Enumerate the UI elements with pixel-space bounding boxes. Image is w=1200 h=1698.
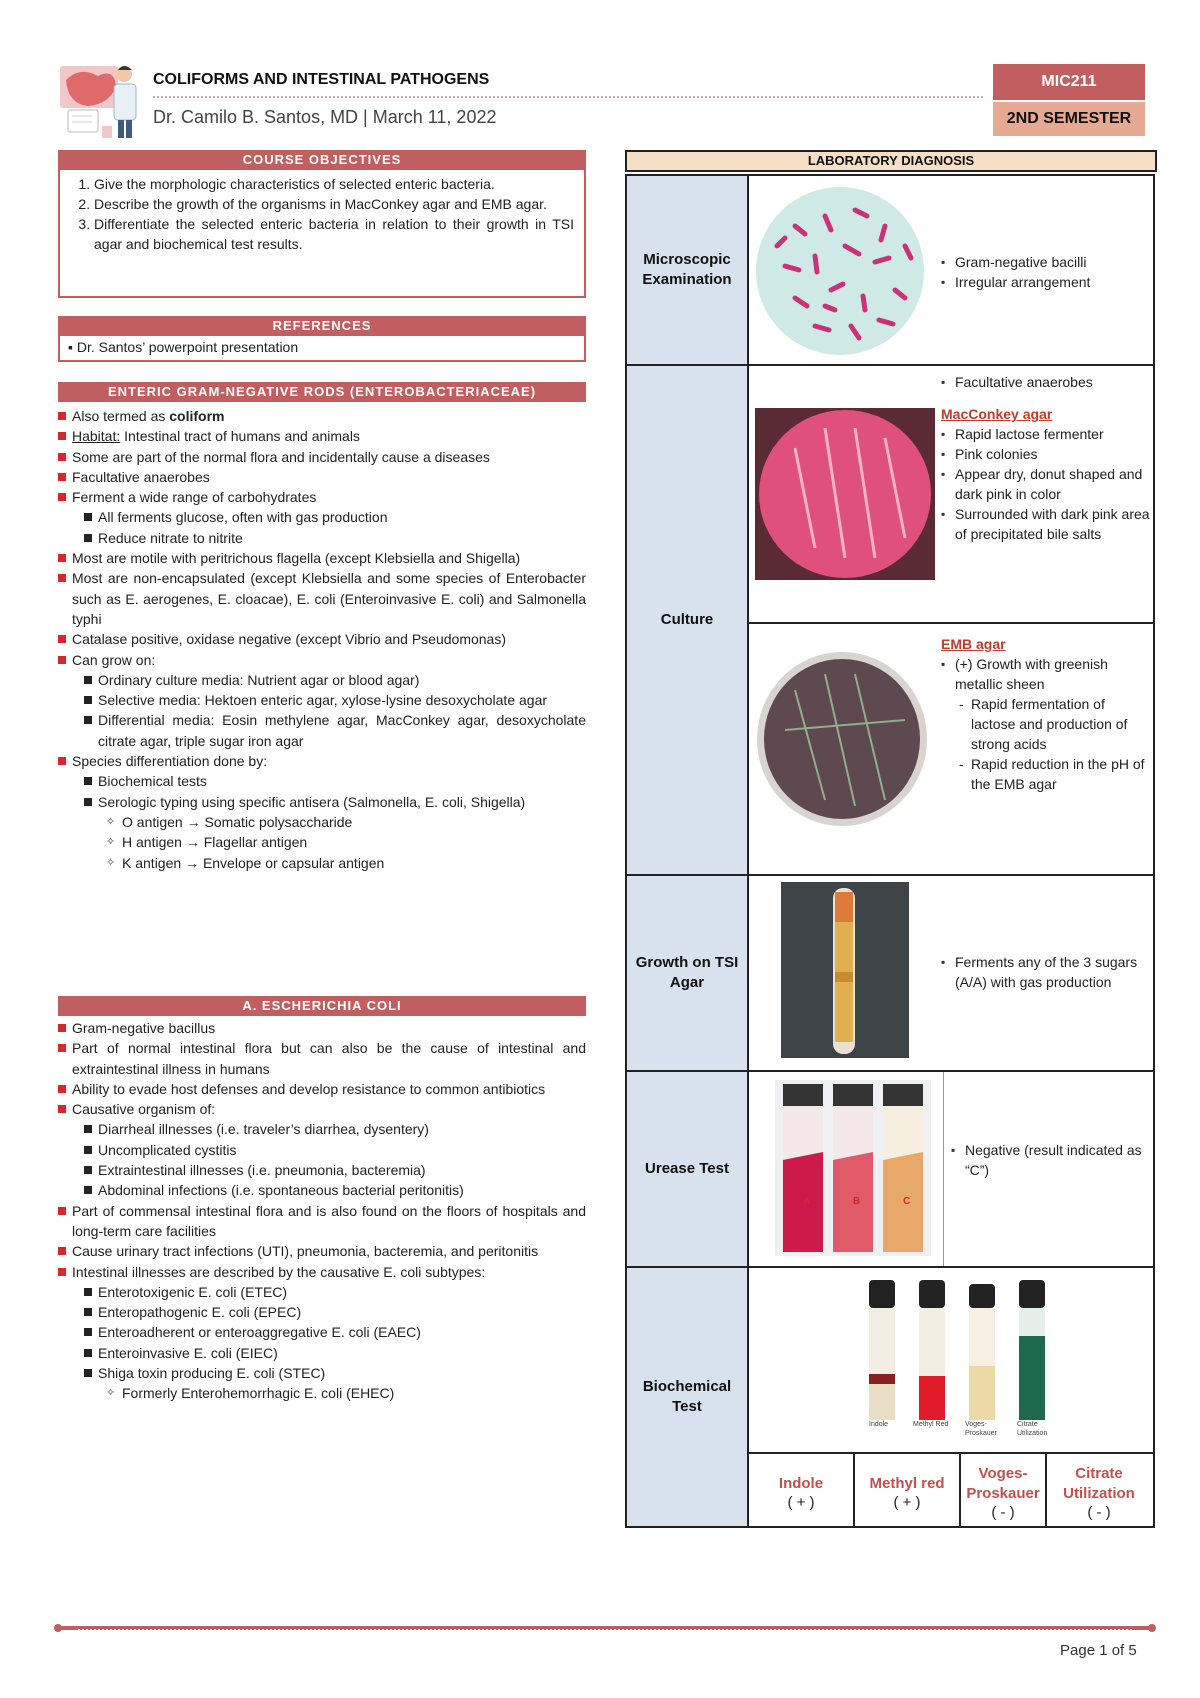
- result-methyl-red: [855, 1454, 959, 1530]
- emb-findings: [941, 634, 1151, 794]
- reference-item: ▪ Dr. Santos’ powerpoint presentation: [68, 339, 299, 355]
- list-item: Ferment a wide range of carbohydrates: [58, 487, 586, 507]
- list-item: Most are motile with peritrichous flagella (except Klebsiella and Shigella): [58, 548, 586, 568]
- finding-subitem: - Rapid fermentation of lactose and production of strong acids: [941, 694, 1151, 754]
- row-label-culture: Culture: [627, 366, 749, 874]
- habitat-label: Habitat:: [72, 428, 121, 445]
- enteric-heading: ENTERIC GRAM-NEGATIVE RODS (ENTEROBACTERIACEAE): [58, 382, 586, 402]
- semester-badge: 2ND SEMESTER: [993, 102, 1145, 136]
- sub-list-item: Serologic typing using specific antisera (Salmonella, E. coli, Shigella): [58, 792, 586, 812]
- subtype-note: ✧ Formerly Enterohemorrhagic E. coli (EHEC): [58, 1383, 586, 1403]
- objective-item: 1. Give the morphologic characteristics of selected enteric bacteria.: [94, 174, 574, 194]
- culture-divider: [749, 622, 1153, 624]
- list-item: Can grow on:: [58, 650, 586, 670]
- culture-findings: [941, 372, 1151, 544]
- list-item: Gram-negative bacillus: [58, 1018, 586, 1038]
- result-voges-proskauer: [961, 1454, 1045, 1530]
- sub-list-item: Enteropathogenic E. coli (EPEC): [58, 1302, 586, 1322]
- sub-list-item: Abdominal infections (i.e. spontaneous bacterial peritonitis): [58, 1180, 586, 1200]
- list-item: Intestinal illnesses are described by the causative E. coli subtypes:: [58, 1262, 586, 1282]
- objective-item: 2. Describe the growth of the organisms in MacConkey agar and EMB agar.: [94, 194, 574, 214]
- sub-list-item: Enteroadherent or enteroaggregative E. coli (EAEC): [58, 1322, 586, 1342]
- objectives-heading: COURSE OBJECTIVES: [58, 150, 586, 170]
- ecoli-list: [58, 1018, 586, 1404]
- urease-divider: [943, 1072, 944, 1266]
- result-name: Methyl red: [869, 1474, 945, 1492]
- row-divider: [627, 1070, 1153, 1072]
- finding-item: ▪ Facultative anaerobes: [941, 372, 1151, 392]
- row-label-biochemical: Biochemical Test: [627, 1268, 749, 1526]
- tube-label: A: [803, 1196, 811, 1207]
- sub-list-item: Shiga toxin producing E. coli (STEC): [58, 1363, 586, 1383]
- sub-list-item: All ferments glucose, often with gas production: [58, 507, 586, 527]
- result-value: ( + ): [787, 1493, 815, 1511]
- list-item: Some are part of the normal flora and incidentally cause a diseases: [58, 447, 586, 467]
- sub-list-item: Enterotoxigenic E. coli (ETEC): [58, 1282, 586, 1302]
- result-value: ( - ): [991, 1503, 1015, 1521]
- list-item: Cause urinary tract infections (UTI), pneumonia, bacteremia, and peritonitis: [58, 1241, 586, 1261]
- list-item: Causative organism of:: [58, 1099, 586, 1119]
- biochem-captions: [857, 1420, 1057, 1450]
- gram-stain-micrograph: [755, 186, 925, 356]
- list-item: Species differentiation done by:: [58, 751, 586, 771]
- macconkey-title: MacConkey agar: [941, 406, 1053, 422]
- tube-label: B: [853, 1196, 861, 1207]
- finding-item: ▪ (+) Growth with greenish metallic sheen: [941, 654, 1151, 694]
- result-value: ( - ): [1087, 1503, 1111, 1521]
- result-indole: [749, 1454, 853, 1530]
- emb-title: EMB agar: [941, 636, 1006, 652]
- sub-list-item: Biochemical tests: [58, 771, 586, 791]
- tsi-tube-photo: [781, 882, 909, 1058]
- finding-item: ▪ Gram-negative bacilli: [941, 252, 1149, 272]
- list-item: Part of commensal intestinal flora and is also found on the floors of hospitals and long-term care facilities: [58, 1201, 586, 1242]
- sub-list-item: Ordinary culture media: Nutrient agar or blood agar): [58, 670, 586, 690]
- row-divider: [627, 874, 1153, 876]
- row-divider: [627, 1266, 1153, 1268]
- antigen-item: ✧ H antigen → Flagellar antigen: [58, 832, 586, 852]
- emb-plate-photo: [755, 650, 929, 828]
- sub-list-item: Extraintestinal illnesses (i.e. pneumonia, bacteremia): [58, 1160, 586, 1180]
- sub-list-item: Differential media: Eosin methylene agar, MacConkey agar, desoxycholate citrate agar, triple sugar iron agar: [58, 710, 586, 751]
- header-divider: [153, 96, 983, 98]
- tube-caption: Methyl Red: [913, 1421, 949, 1428]
- tube-caption: Indole: [869, 1421, 889, 1428]
- finding-item: ▪ Irregular arrangement: [941, 272, 1149, 292]
- result-name: Indole: [778, 1474, 824, 1492]
- sub-list-item: Diarrheal illnesses (i.e. traveler’s diarrhea, dysentery): [58, 1119, 586, 1139]
- references-box: [58, 336, 586, 362]
- course-code-badge: MIC211: [993, 64, 1145, 100]
- coliform-term: coliform: [169, 408, 225, 424]
- finding-item: ▪ Ferments any of the 3 sugars (A/A) with gas production: [941, 952, 1151, 992]
- ecoli-heading: A. ESCHERICHIA COLI: [58, 996, 586, 1016]
- finding-subitem: - Rapid reduction in the pH of the EMB agar: [941, 754, 1151, 794]
- sub-list-item: Reduce nitrate to nitrite: [58, 528, 586, 548]
- finding-item: ▪ Pink colonies: [941, 444, 1151, 464]
- document-title: COLIFORMS AND INTESTINAL PATHOGENS: [153, 71, 490, 88]
- tube-caption: Voges-Proskauer: [965, 1421, 997, 1437]
- finding-item: ▪ Appear dry, donut shaped and dark pink in color: [941, 464, 1151, 504]
- footer-divider: [58, 1626, 1152, 1630]
- finding-item: ▪ Negative (result indicated as “C”): [951, 1140, 1151, 1180]
- enteric-list: [58, 406, 586, 873]
- result-value: ( + ): [893, 1493, 921, 1511]
- macconkey-plate-photo: [755, 408, 935, 580]
- tube-label: C: [903, 1196, 911, 1207]
- lab-diagnosis-table: [625, 174, 1155, 1528]
- list-item: Habitat: Intestinal tract of humans and animals: [58, 426, 586, 446]
- result-name: Citrate Utilization: [1063, 1464, 1135, 1502]
- sub-list-item: Uncomplicated cystitis: [58, 1140, 586, 1160]
- sub-list-item: Enteroinvasive E. coli (EIEC): [58, 1343, 586, 1363]
- tube-caption: Citrate Utilization: [1017, 1421, 1048, 1437]
- list-item: Ability to evade host defenses and develop resistance to common antibiotics: [58, 1079, 586, 1099]
- result-name: Voges-Proskauer: [966, 1464, 1040, 1502]
- urease-findings: [951, 1140, 1151, 1180]
- author-line: Dr. Camilo B. Santos, MD | March 11, 2022: [153, 107, 497, 127]
- row-divider: [627, 364, 1153, 366]
- list-item: Part of normal intestinal flora but can also be the cause of intestinal and extraintestinal illness in humans: [58, 1038, 586, 1079]
- microscopy-findings: [941, 252, 1149, 292]
- list-item: Catalase positive, oxidase negative (except Vibrio and Pseudomonas): [58, 629, 586, 649]
- list-item: Also termed as coliform: [58, 406, 586, 426]
- tsi-findings: [941, 952, 1151, 992]
- finding-item: ▪ Surrounded with dark pink area of precipitated bile salts: [941, 504, 1151, 544]
- header-illustration: [58, 60, 150, 142]
- urease-tubes-photo: [775, 1080, 931, 1256]
- row-label-tsi: Growth on TSI Agar: [627, 876, 749, 1070]
- references-heading: REFERENCES: [58, 316, 586, 336]
- objective-item: 3. Differentiate the selected enteric bacteria in relation to their growth in TSI agar and biochemical test results.: [94, 214, 574, 254]
- row-label-microscopic: Microscopic Examination: [627, 176, 749, 364]
- list-item: Facultative anaerobes: [58, 467, 586, 487]
- antigen-item: ✧ O antigen → Somatic polysaccharide: [58, 812, 586, 832]
- result-citrate: [1047, 1454, 1151, 1530]
- objectives-list: [94, 174, 574, 254]
- row-label-urease: Urease Test: [627, 1072, 749, 1266]
- sub-list-item: Selective media: Hektoen enteric agar, xylose-lysine desoxycholate agar: [58, 690, 586, 710]
- page-number: Page 1 of 5: [1060, 1642, 1137, 1659]
- lab-diagnosis-heading: LABORATORY DIAGNOSIS: [625, 150, 1157, 172]
- list-item: Most are non-encapsulated (except Klebsiella and some species of Enterobacter such as E. aerogenes, E. cloacae), E. coli (Enteroinvasive E. coli) and Salmonella typhi: [58, 568, 586, 629]
- objectives-box: [58, 170, 586, 298]
- antigen-item: ✧ K antigen → Envelope or capsular antigen: [58, 853, 586, 873]
- finding-item: ▪ Rapid lactose fermenter: [941, 424, 1151, 444]
